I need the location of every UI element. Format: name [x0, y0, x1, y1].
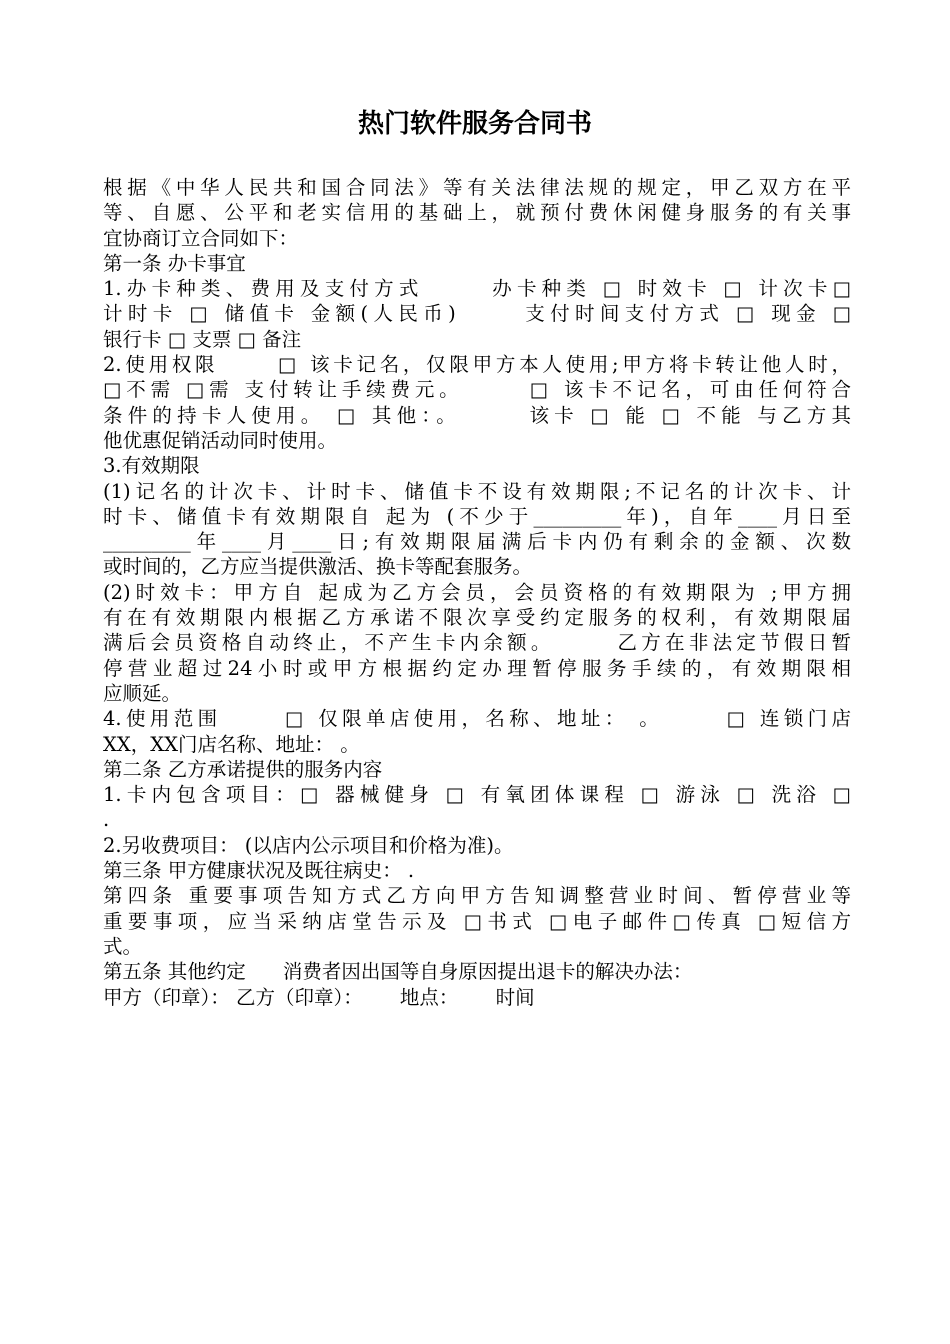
contract-line: 或时间的，乙方应当提供激活、换卡等配套服务。: [103, 555, 533, 579]
contract-line: (2)时效卡：甲方自 起成为乙方会员，会员资格的有效期限为 ;甲方拥: [103, 580, 851, 604]
contract-line: XX，XX门店名称、地址： 。: [103, 732, 360, 756]
contract-line: 3.有效期限: [103, 454, 200, 478]
contract-line: 甲方（印章）： 乙方（印章）： 地点： 时间: [103, 985, 535, 1009]
contract-line: 第三条 甲方健康状况及既往病史： .: [103, 859, 415, 883]
contract-line: 停营业超过24小时或甲方根据约定办理暂停服务手续的，有效期限相: [103, 656, 851, 680]
contract-line: 2.另收费项目： (以店内公示项目和价格为准)。: [103, 833, 514, 857]
contract-line: 满后会员资格自动终止，不产生卡内余额。 乙方在非法定节假日暂: [103, 631, 851, 655]
contract-line: 银行卡 □ 支票 □ 备注: [103, 327, 302, 351]
contract-line: 他优惠促销活动同时使用。: [103, 428, 338, 452]
contract-line: 宜协商订立合同如下：: [103, 226, 299, 250]
contract-line: 1.办卡种类、费用及支付方式 办卡种类 □ 时效卡 □ 计次卡□: [103, 277, 851, 301]
contract-line: 4.使用范围 □ 仅限单店使用，名称、地址： 。 □ 连锁门店: [103, 707, 851, 731]
contract-line: 时卡、储值卡有效期限自 起为 (不少于_________年)，自年____月日至: [103, 504, 851, 528]
contract-line: 计时卡 □ 储值卡 金额(人民币) 支付时间支付方式 □ 现金 □: [103, 302, 851, 326]
contract-line: 有在有效期限内根据乙方承诺不限次享受约定服务的权利，有效期限届: [103, 606, 851, 630]
contract-line: 根据《中华人民共和国合同法》等有关法律法规的规定，甲乙双方在平: [103, 176, 851, 199]
contract-line: (1)记名的计次卡、计时卡、储值卡不设有效期限;不记名的计次卡、计: [103, 479, 851, 503]
document-title: 热门软件服务合同书: [357, 109, 592, 139]
contract-line: 式。: [103, 934, 143, 958]
contract-body: [103, 175, 851, 1010]
contract-line: 等、自愿、公平和老实信用的基础上，就预付费休闲健身服务的有关事: [103, 201, 851, 225]
contract-line: 第二条 乙方承诺提供的服务内容: [103, 757, 383, 781]
contract-line: 第一条 办卡事宜: [103, 251, 246, 275]
contract-line: 第五条 其他约定 消费者因出国等自身原因提出退卡的解决办法：: [103, 960, 693, 984]
contract-line: 重要事项，应当采纳店堂告示及 □书式 □电子邮件□传真 □短信方: [103, 909, 851, 933]
contract-line: 1.卡内包含项目：□ 器械健身 □ 有氧团体课程 □ 游泳 □ 洗浴 □: [103, 783, 851, 807]
contract-line: _________年____月____日;有效期限届满后卡内仍有剩余的金额、次数: [103, 530, 851, 554]
contract-line: .: [103, 808, 110, 832]
contract-line: □不需 □需 支付转让手续费元。 □ 该卡不记名，可由任何符合: [103, 378, 851, 402]
contract-line: 条件的持卡人使用。 □ 其他：。 该卡 □ 能 □ 不能 与乙方其: [103, 403, 851, 427]
contract-line: 第四条 重要事项告知方式乙方向甲方告知调整营业时间、暂停营业等: [103, 884, 851, 908]
contract-line: 应顺延。: [103, 681, 182, 705]
contract-line: 2.使用权限 □ 该卡记名，仅限甲方本人使用;甲方将卡转让他人时，: [103, 353, 851, 377]
